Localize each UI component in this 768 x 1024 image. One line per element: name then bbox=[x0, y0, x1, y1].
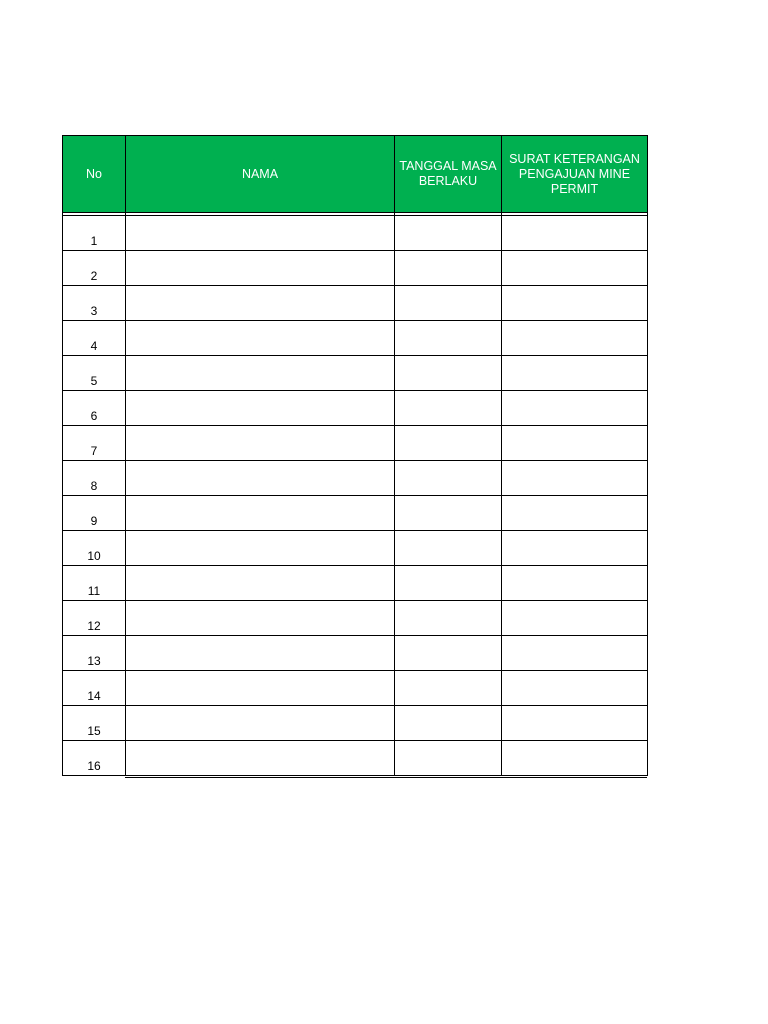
cell-tanggal[interactable] bbox=[395, 566, 502, 601]
cell-nama[interactable] bbox=[126, 671, 395, 706]
cell-no: 4 bbox=[63, 321, 126, 356]
table-row bbox=[63, 251, 648, 286]
cell-no: 12 bbox=[63, 601, 126, 636]
cell-no: 14 bbox=[63, 671, 126, 706]
header-nama: NAMA bbox=[126, 136, 395, 213]
cell-surat[interactable] bbox=[502, 671, 648, 706]
cell-tanggal[interactable] bbox=[395, 741, 502, 776]
cell-surat[interactable] bbox=[502, 496, 648, 531]
header-no: No bbox=[63, 136, 126, 213]
cell-nama[interactable] bbox=[126, 356, 395, 391]
table-row bbox=[63, 566, 648, 601]
cell-nama[interactable] bbox=[126, 636, 395, 671]
cell-surat[interactable] bbox=[502, 391, 648, 426]
cell-no: 8 bbox=[63, 461, 126, 496]
cell-nama[interactable] bbox=[126, 531, 395, 566]
table-header bbox=[63, 136, 648, 216]
header-surat-keterangan: SURAT KETERANGAN PENGAJUAN MINE PERMIT bbox=[502, 136, 648, 213]
cell-surat[interactable] bbox=[502, 426, 648, 461]
cell-nama[interactable] bbox=[126, 461, 395, 496]
cell-tanggal[interactable] bbox=[395, 356, 502, 391]
table-row bbox=[63, 461, 648, 496]
permit-table bbox=[62, 135, 648, 776]
table-row bbox=[63, 671, 648, 706]
cell-tanggal[interactable] bbox=[395, 636, 502, 671]
cell-no: 7 bbox=[63, 426, 126, 461]
cell-surat[interactable] bbox=[502, 566, 648, 601]
cell-tanggal[interactable] bbox=[395, 706, 502, 741]
cell-nama[interactable] bbox=[126, 391, 395, 426]
cell-tanggal[interactable] bbox=[395, 321, 502, 356]
cell-tanggal[interactable] bbox=[395, 391, 502, 426]
cell-no: 16 bbox=[63, 741, 126, 776]
table-row bbox=[63, 321, 648, 356]
cell-nama[interactable] bbox=[126, 706, 395, 741]
cell-nama[interactable] bbox=[126, 741, 395, 776]
table-row bbox=[63, 356, 648, 391]
cell-tanggal[interactable] bbox=[395, 251, 502, 286]
cell-nama[interactable] bbox=[126, 321, 395, 356]
cell-surat[interactable] bbox=[502, 356, 648, 391]
cell-tanggal[interactable] bbox=[395, 531, 502, 566]
cell-no: 10 bbox=[63, 531, 126, 566]
table-row bbox=[63, 391, 648, 426]
table-row bbox=[63, 706, 648, 741]
cell-no: 15 bbox=[63, 706, 126, 741]
cell-surat[interactable] bbox=[502, 531, 648, 566]
table-row bbox=[63, 636, 648, 671]
cell-nama[interactable] bbox=[126, 496, 395, 531]
cell-nama[interactable] bbox=[126, 286, 395, 321]
cell-surat[interactable] bbox=[502, 286, 648, 321]
cell-tanggal[interactable] bbox=[395, 286, 502, 321]
table-row bbox=[63, 496, 648, 531]
cell-tanggal[interactable] bbox=[395, 461, 502, 496]
cell-nama[interactable] bbox=[126, 216, 395, 251]
cell-tanggal[interactable] bbox=[395, 671, 502, 706]
cell-surat[interactable] bbox=[502, 741, 648, 776]
cell-nama[interactable] bbox=[126, 426, 395, 461]
cell-nama[interactable] bbox=[126, 566, 395, 601]
cell-surat[interactable] bbox=[502, 601, 648, 636]
table-row bbox=[63, 286, 648, 321]
table-row bbox=[63, 601, 648, 636]
cell-tanggal[interactable] bbox=[395, 601, 502, 636]
cell-no: 11 bbox=[63, 566, 126, 601]
cell-no: 13 bbox=[63, 636, 126, 671]
document-sheet bbox=[62, 135, 647, 776]
cell-tanggal[interactable] bbox=[395, 426, 502, 461]
table-row bbox=[63, 216, 648, 251]
cell-surat[interactable] bbox=[502, 251, 648, 286]
cell-no: 3 bbox=[63, 286, 126, 321]
cell-tanggal[interactable] bbox=[395, 216, 502, 251]
cell-surat[interactable] bbox=[502, 706, 648, 741]
cell-surat[interactable] bbox=[502, 461, 648, 496]
cell-tanggal[interactable] bbox=[395, 496, 502, 531]
cell-surat[interactable] bbox=[502, 636, 648, 671]
cell-no: 2 bbox=[63, 251, 126, 286]
cell-nama[interactable] bbox=[126, 251, 395, 286]
table-row bbox=[63, 426, 648, 461]
table-row bbox=[63, 531, 648, 566]
cell-no: 6 bbox=[63, 391, 126, 426]
cell-surat[interactable] bbox=[502, 321, 648, 356]
cell-surat[interactable] bbox=[502, 216, 648, 251]
table-bottom-rule bbox=[125, 777, 647, 778]
cell-no: 5 bbox=[63, 356, 126, 391]
cell-no: 1 bbox=[63, 216, 126, 251]
table-body bbox=[63, 216, 648, 776]
header-tanggal-masa-berlaku: TANGGAL MASA BERLAKU bbox=[395, 136, 502, 213]
cell-no: 9 bbox=[63, 496, 126, 531]
table-row bbox=[63, 741, 648, 776]
cell-nama[interactable] bbox=[126, 601, 395, 636]
